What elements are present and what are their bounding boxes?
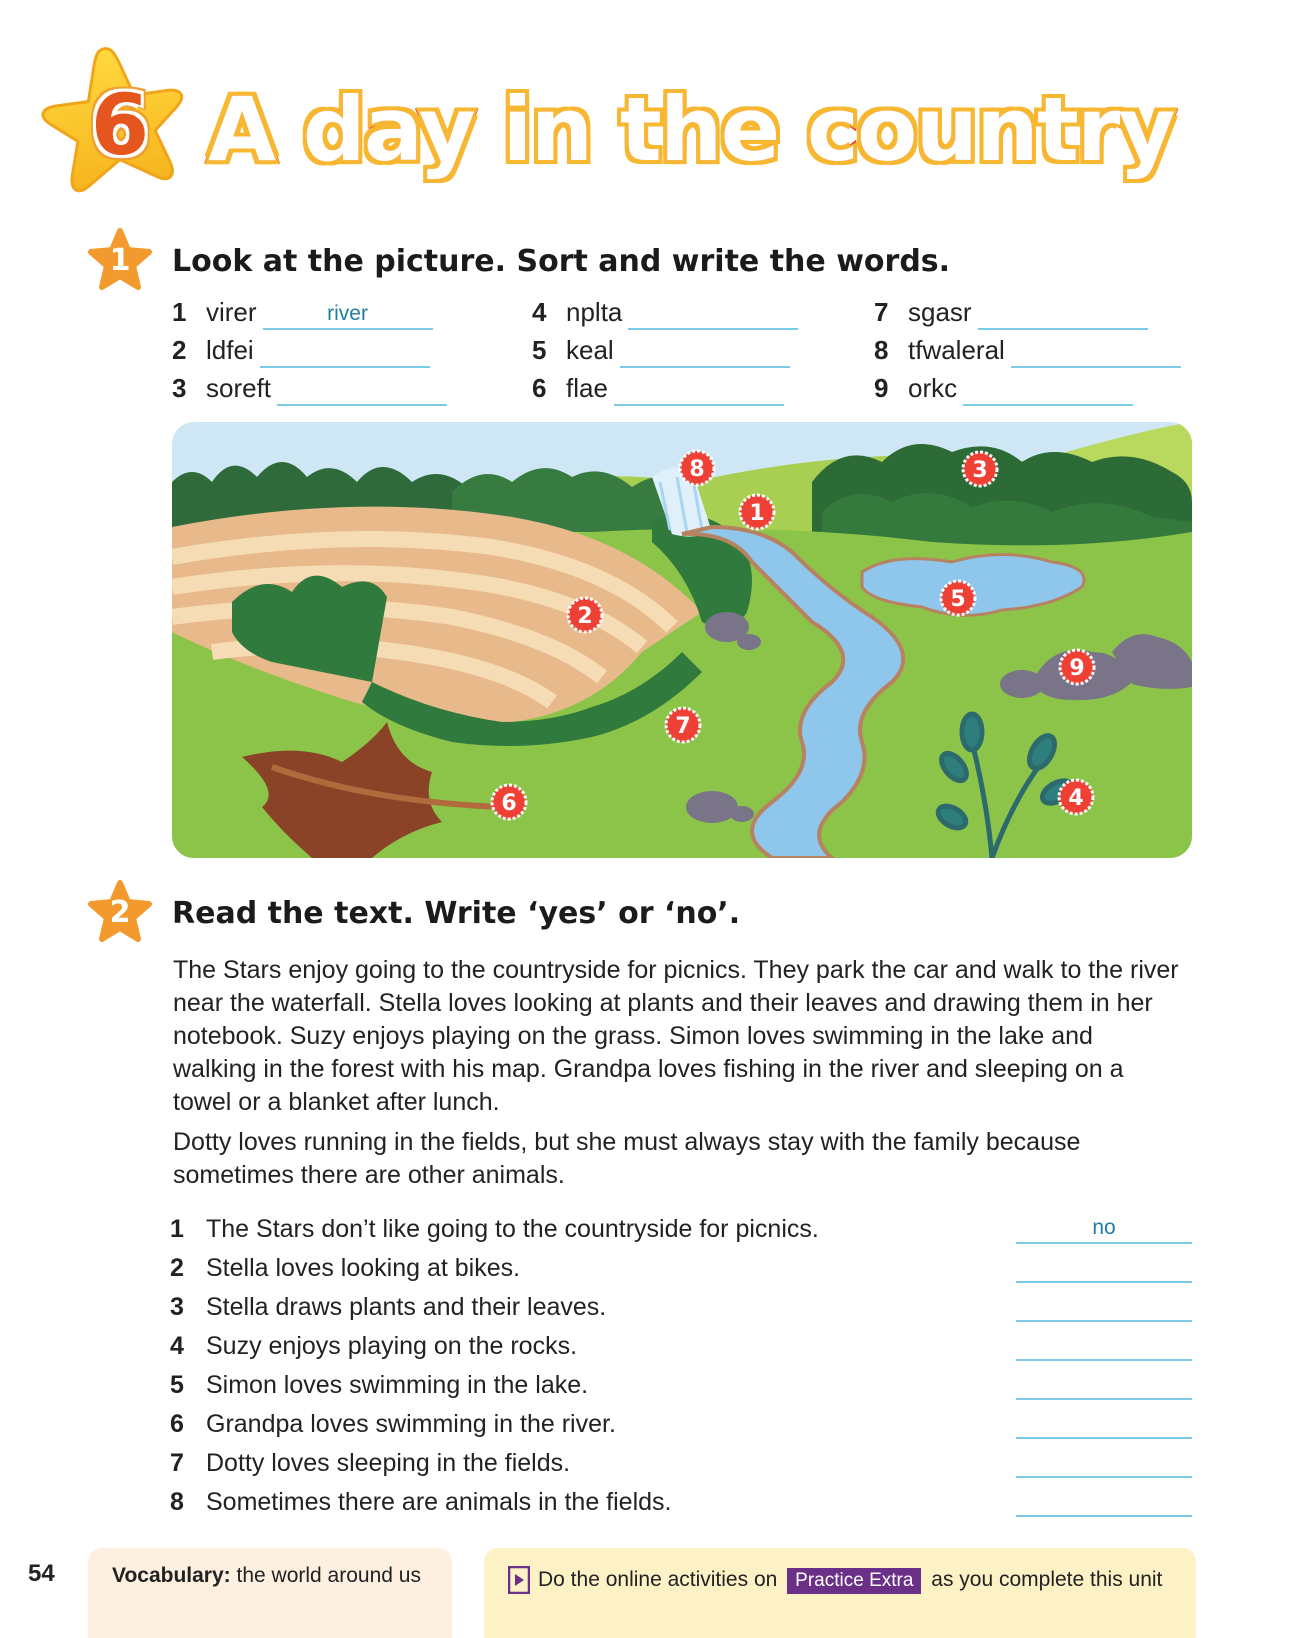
picture-marker-5 xyxy=(941,581,975,615)
picture-marker-4 xyxy=(1059,780,1093,814)
picture-marker-label: 4 xyxy=(1068,786,1084,811)
practice-extra-box xyxy=(484,1548,1196,1638)
statement-text: Simon loves swimming in the lake. xyxy=(206,1371,589,1399)
picture-marker-label: 7 xyxy=(675,714,691,739)
picture-marker-3 xyxy=(963,452,997,486)
yes-no-answer-field[interactable] xyxy=(1016,1214,1192,1244)
forest xyxy=(812,444,1192,547)
practice-extra-before: Do the online activities on xyxy=(538,1568,778,1591)
scrambled-word: soreft xyxy=(206,373,272,403)
answer-text: no xyxy=(1092,1216,1116,1239)
word-item xyxy=(874,332,1181,368)
picture-marker-label: 5 xyxy=(950,587,966,612)
statement-number: 6 xyxy=(170,1410,184,1438)
yes-no-answer-field[interactable] xyxy=(1016,1292,1192,1322)
vocabulary-label: Vocabulary: xyxy=(112,1564,231,1587)
statement-text: The Stars don’t like going to the countryside for picnics. xyxy=(206,1215,819,1243)
word-number: 5 xyxy=(532,335,547,365)
practice-extra-pill[interactable]: Practice Extra xyxy=(787,1568,921,1594)
statement-row xyxy=(170,1405,1192,1443)
countryside-picture xyxy=(172,422,1192,858)
picture-marker-label: 3 xyxy=(972,458,988,483)
word-number: 4 xyxy=(532,297,547,327)
picture-marker-label: 8 xyxy=(689,457,705,482)
exercise-1-badge xyxy=(88,228,152,292)
word-item xyxy=(532,332,790,368)
picture-marker-6 xyxy=(492,785,526,819)
picture-marker-7 xyxy=(666,708,700,742)
word-number: 3 xyxy=(172,373,187,403)
scrambled-word: flae xyxy=(566,373,608,403)
word-item xyxy=(172,332,430,368)
statement-text: Sometimes there are animals in the fields. xyxy=(206,1488,672,1516)
exercise-2-badge xyxy=(88,880,152,944)
picture-marker-9 xyxy=(1060,650,1094,684)
word-item xyxy=(874,370,1133,406)
statement-text: Suzy enjoys playing on the rocks. xyxy=(206,1332,578,1360)
statement-number: 5 xyxy=(170,1371,184,1399)
word-number: 6 xyxy=(532,373,547,403)
word-item xyxy=(172,370,447,406)
answer-field[interactable] xyxy=(620,338,790,368)
exercise-1-instruction: Look at the picture. Sort and write the words. xyxy=(172,244,951,279)
statement-text: Stella loves looking at bikes. xyxy=(206,1254,521,1282)
online-activity-icon xyxy=(508,1566,530,1594)
statement-number: 1 xyxy=(170,1215,184,1243)
statement-text: Stella draws plants and their leaves. xyxy=(206,1293,607,1321)
statement-text: Dotty loves sleeping in the fields. xyxy=(206,1449,571,1477)
picture-marker-label: 2 xyxy=(577,604,593,629)
picture-marker-8 xyxy=(680,451,714,485)
word-item xyxy=(172,294,433,330)
yes-no-answer-field[interactable] xyxy=(1016,1487,1192,1517)
answer-field[interactable] xyxy=(614,376,784,406)
yes-no-answer-field[interactable] xyxy=(1016,1409,1192,1439)
scrambled-word: virer xyxy=(206,297,257,327)
answer-field[interactable] xyxy=(1011,338,1181,368)
statement-row xyxy=(170,1444,1192,1482)
vocabulary-topic: the world around us xyxy=(236,1564,421,1587)
statement-row xyxy=(170,1249,1192,1287)
scrambled-word: orkc xyxy=(908,373,958,403)
word-number: 7 xyxy=(874,297,889,327)
statement-row xyxy=(170,1210,1192,1248)
answer-field[interactable] xyxy=(260,338,430,368)
answer-field[interactable] xyxy=(978,300,1148,330)
answer-field[interactable] xyxy=(628,300,798,330)
yes-no-answer-field[interactable] xyxy=(1016,1331,1192,1361)
reading-paragraph-2: Dotty loves running in the fields, but she must always stay with the family because sometimes there are other animals. xyxy=(173,1128,1081,1189)
word-number: 2 xyxy=(172,335,187,365)
vocabulary-text xyxy=(112,1564,421,1588)
exercise-2-instruction: Read the text. Write ‘yes’ or ‘no’. xyxy=(172,896,741,931)
picture-marker-2 xyxy=(568,598,602,632)
word-number: 8 xyxy=(874,335,889,365)
picture-marker-label: 6 xyxy=(501,791,517,816)
yes-no-answer-field[interactable] xyxy=(1016,1253,1192,1283)
word-item xyxy=(874,294,1148,330)
scrambled-word: keal xyxy=(566,335,614,365)
yes-no-answer-field[interactable] xyxy=(1016,1370,1192,1400)
statement-row xyxy=(170,1483,1192,1521)
statement-number: 2 xyxy=(170,1254,184,1282)
statement-text: Grandpa loves swimming in the river. xyxy=(206,1410,616,1438)
practice-extra-after: as you complete this unit xyxy=(931,1568,1163,1591)
statement-number: 7 xyxy=(170,1449,184,1477)
answer-field[interactable] xyxy=(963,376,1133,406)
word-item xyxy=(532,370,784,406)
picture-marker-1 xyxy=(740,495,774,529)
statement-row xyxy=(170,1327,1192,1365)
answer-field[interactable] xyxy=(263,300,433,330)
practice-extra-text xyxy=(538,1568,1162,1594)
page-number: 54 xyxy=(28,1560,55,1587)
answer-text: river xyxy=(327,302,368,325)
reading-paragraph-1: The Stars enjoy going to the countryside for picnics. They park the car and walk to the river near the waterfall. Stella loves looking at plants and their leaves and drawing them in her notebook. Suzy enjoys playing on the grass. Simon loves swimming in the lake and walking in the forest with his map. Grandpa loves fishing in the river and sleeping on a towel or a blanket after lunch. xyxy=(173,956,1179,1116)
unit-number: 6 xyxy=(90,76,150,174)
word-number: 9 xyxy=(874,373,889,403)
statement-number: 4 xyxy=(170,1332,184,1360)
unit-title: A day in the country xyxy=(208,78,1174,181)
word-number: 1 xyxy=(172,297,187,327)
scrambled-word: nplta xyxy=(566,297,623,327)
scrambled-word: tfwaleral xyxy=(908,335,1005,365)
yes-no-answer-field[interactable] xyxy=(1016,1448,1192,1478)
statement-row xyxy=(170,1288,1192,1326)
picture-marker-label: 9 xyxy=(1069,656,1085,681)
statement-row xyxy=(170,1366,1192,1404)
picture-marker-label: 1 xyxy=(749,501,765,526)
scrambled-word: ldfei xyxy=(206,335,254,365)
statement-number: 8 xyxy=(170,1488,184,1516)
answer-field[interactable] xyxy=(277,376,447,406)
exercise-1-number: 1 xyxy=(109,243,131,278)
vocabulary-box xyxy=(88,1548,452,1638)
scrambled-word: sgasr xyxy=(908,297,972,327)
exercise-2-number: 2 xyxy=(109,895,131,930)
word-item xyxy=(532,294,798,330)
statement-number: 3 xyxy=(170,1293,184,1321)
